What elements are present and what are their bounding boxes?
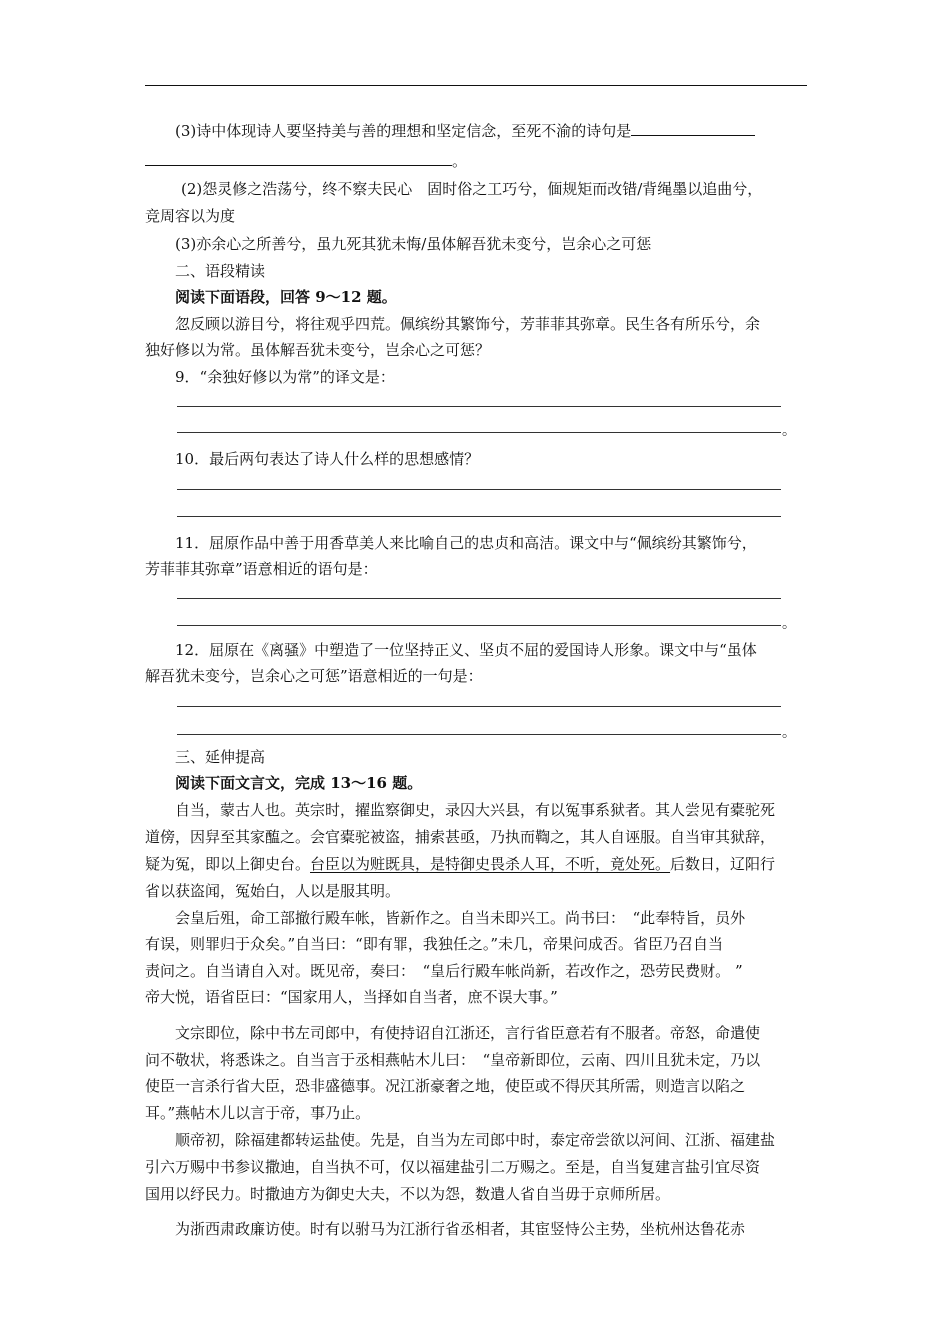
section-3-title: 三、延伸提高 xyxy=(175,748,266,766)
classical-text-line: 责问之。自当请自入对。既见帝，奏曰： “皇后行殿车帐尚新，若改作之，恐劳民费财。 ” xyxy=(145,962,743,980)
text-segment: 疑为冤，即以上御史台。 xyxy=(145,855,311,873)
classical-text-line: 道傍，因舁至其家醢之。会官橐驼被盗，捕索甚亟，乃执而鞫之，其人自诬服。自当审其狱辞， xyxy=(145,828,776,846)
classical-text-line: 自当，蒙古人也。英宗时，擢监察御史，录囚大兴县，有以冤事系狱者。其人尝见有橐驼死 xyxy=(175,801,776,819)
question-10: 10．最后两句表达了诗人什么样的思想感情？ xyxy=(175,450,480,468)
classical-text-line: 引六万赐中书参议撒迪，自当执不可，仅以福建盐引二万赐之。至是，自当复建言盐引宜尽资 xyxy=(145,1158,761,1176)
answer-line[interactable] xyxy=(177,489,781,490)
period-mark: 。 xyxy=(782,616,796,632)
answer-line[interactable] xyxy=(177,706,781,707)
answer-line[interactable] xyxy=(177,406,781,407)
answer-line[interactable] xyxy=(177,734,781,735)
text-segment: 后数日，辽阳行 xyxy=(670,855,776,873)
question-11-line-2: 芳菲菲其弥章”语意相近的语句是： xyxy=(145,560,378,578)
period-mark: 。 xyxy=(782,423,796,439)
question-3-text: (3)诗中体现诗人要坚持美与善的理想和坚定信念，至死不渝的诗句是 xyxy=(175,122,632,140)
question-12-line-2: 解吾犹未变兮，岂余心之可惩”语意相近的一句是： xyxy=(145,667,483,685)
question-3-continued xyxy=(145,148,810,175)
classical-text-line xyxy=(145,851,810,878)
answer-line[interactable] xyxy=(177,432,781,433)
classical-text-line: 省以获盗闻，冤始白，人以是服其明。 xyxy=(145,882,401,900)
classical-text-line: 问不敬状，将悉诛之。自当言于丞相燕帖木儿曰： “皇帝新即位，云南、四川且犹未定，乃以 xyxy=(145,1051,761,1069)
classical-text-line: 使臣一言杀行省大臣，恐非盛德事。况江浙豪奢之地，使臣或不得厌其所需，则造言以陷之 xyxy=(145,1077,746,1095)
question-12-line-1: 12．屈原在《离骚》中塑造了一位坚持正义、坚贞不屈的爱国诗人形象。课文中与“虽体 xyxy=(175,641,757,659)
period-mark: 。 xyxy=(782,725,796,741)
passage-line-1: 忽反顾以游目兮，将往观乎四荒。佩缤纷其繁饰兮，芳菲菲其弥章。民生各有所乐兮，余 xyxy=(175,315,761,333)
answer-line[interactable] xyxy=(177,625,781,626)
top-rule xyxy=(145,85,807,86)
period-mark: 。 xyxy=(452,152,468,170)
question-9: 9．“余独好修以为常”的译文是： xyxy=(175,368,395,386)
answer-line[interactable] xyxy=(177,598,781,599)
section-2-title: 二、语段精读 xyxy=(175,262,266,280)
answer-blank[interactable] xyxy=(145,148,452,166)
answer-2-line-2: 竞周容以为度 xyxy=(145,207,236,225)
answer-line[interactable] xyxy=(177,516,781,517)
classical-text-line: 帝大悦，语省臣曰：“国家用人，当择如自当者，庶不误大事。” xyxy=(145,988,558,1006)
section-3-instruction: 阅读下面文言文，完成 13～16 题。 xyxy=(175,774,423,792)
classical-text-line: 耳。”燕帖木儿以言于帝，事乃止。 xyxy=(145,1104,371,1122)
question-11-line-1: 11．屈原作品中善于用香草美人来比喻自己的忠贞和高洁。课文中与“佩缤纷其繁饰兮， xyxy=(175,534,757,552)
answer-3: (3)亦余心之所善兮，虽九死其犹未悔/虽体解吾犹未变兮，岂余心之可惩 xyxy=(175,235,652,253)
section-2-instruction: 阅读下面语段，回答 9～12 题。 xyxy=(175,288,397,306)
answer-2-line-1: (2)怨灵修之浩荡兮，终不察夫民心 固时俗之工巧兮，偭规矩而改错/背绳墨以追曲兮， xyxy=(181,180,763,198)
classical-text-line: 国用以纾民力。时撒迪方为御史大夫，不以为怨，数遣人省自当毋于京师所居。 xyxy=(145,1185,671,1203)
classical-text-line: 有误，则罪归于众矣。”自当曰：“即有罪，我独任之。”未几，帝果问成否。省臣乃召自当 xyxy=(145,935,724,953)
question-3 xyxy=(145,118,840,145)
underlined-sentence: 台臣以为赃既具，是特御史畏杀人耳，不听，竟处死。 xyxy=(310,855,671,873)
classical-text-line: 会皇后殂，命工部撤行殿车帐，皆新作之。自当未即兴工。尚书曰： “此奉特旨，员外 xyxy=(175,909,746,927)
classical-text-line: 文宗即位，除中书左司郎中，有使持诏自江浙还，言行省臣意若有不服者。帝怒，命遣使 xyxy=(175,1024,761,1042)
classical-text-line: 为浙西肃政廉访使。时有以驸马为江浙行省丞相者，其宦竖恃公主势，坐杭州达鲁花赤 xyxy=(175,1220,746,1238)
classical-text-line: 顺帝初，除福建都转运盐使。先是，自当为左司郎中时，泰定帝尝欲以河间、江浙、福建盐 xyxy=(175,1131,776,1149)
answer-blank[interactable] xyxy=(631,118,755,136)
passage-line-2: 独好修以为常。虽体解吾犹未变兮，岂余心之可惩？ xyxy=(145,341,491,359)
